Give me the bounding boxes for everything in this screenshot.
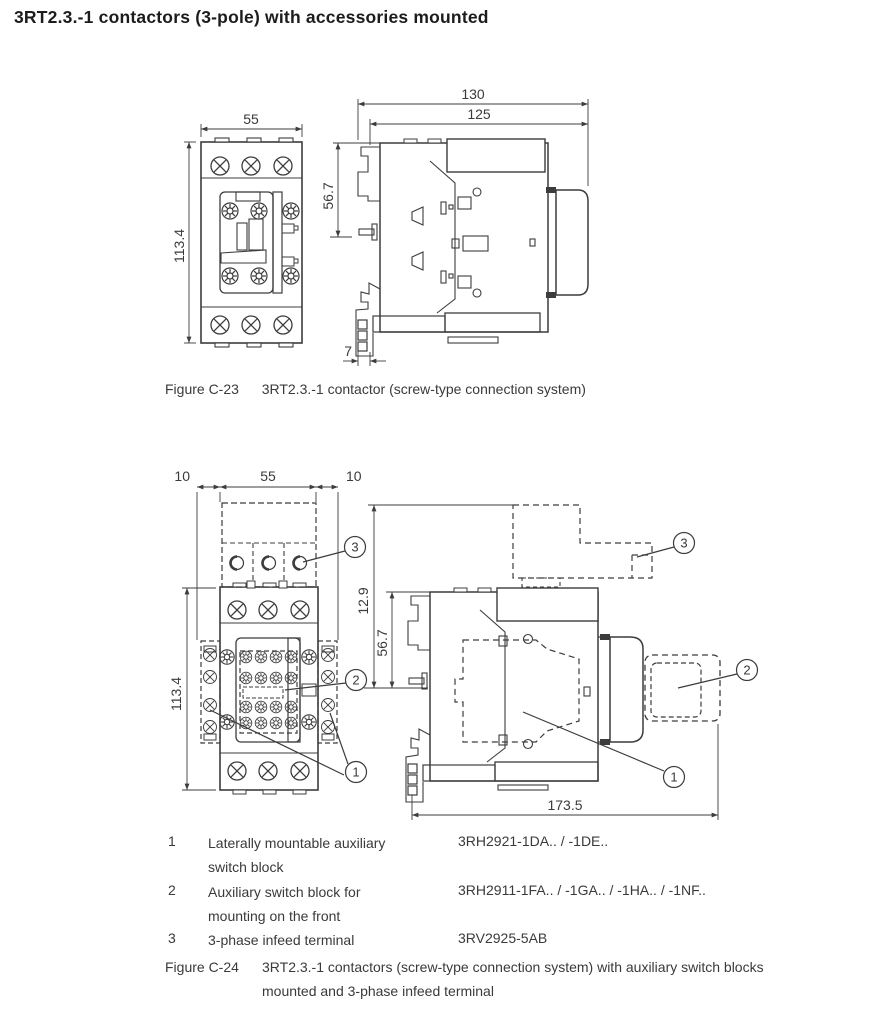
dim-depth-125: 125 bbox=[467, 106, 491, 122]
callout-1-side: 1 bbox=[670, 769, 678, 785]
dim-lateral-left-10: 10 bbox=[174, 468, 190, 484]
dim-height-113-4: 113.4 bbox=[171, 229, 187, 263]
fig2-front-view bbox=[201, 503, 337, 794]
legend-item-1-part: 3RH2921-1DA.. / -1DE.. bbox=[458, 833, 609, 849]
legend-item-2-part: 3RH2911-1FA.. / -1GA.. / -1HA.. / -1NF.. bbox=[458, 882, 706, 898]
figure-c23-caption-text: 3RT2.3.-1 contactor (screw-type connection system) bbox=[261, 381, 586, 397]
contact-window bbox=[221, 219, 266, 263]
dim-depth-130: 130 bbox=[461, 86, 485, 102]
dim-depth-173-5: 173.5 bbox=[547, 797, 583, 813]
dim-height-56-7: 56.7 bbox=[320, 182, 336, 210]
figure-c23-caption bbox=[165, 381, 586, 397]
fig1-side-view bbox=[356, 139, 588, 356]
legend-item-3-part: 3RV2925-5AB bbox=[458, 930, 548, 946]
din-rail-clip bbox=[408, 764, 417, 795]
front-aux-block-side bbox=[645, 655, 720, 721]
fig1-front-view bbox=[201, 138, 302, 347]
callout-2-front: 2 bbox=[352, 672, 360, 688]
callout-3-side: 3 bbox=[680, 535, 688, 551]
aux-screw-icons bbox=[222, 203, 299, 284]
infeed-terminal-front bbox=[222, 503, 316, 588]
legend-item-2-number: 2 bbox=[168, 882, 176, 898]
legend-item-1-number: 1 bbox=[168, 833, 176, 849]
dim-width-55: 55 bbox=[243, 111, 259, 127]
dim-height-113-4: 113.4 bbox=[168, 677, 184, 711]
din-rail-clip bbox=[358, 320, 367, 351]
callout-3-front: 3 bbox=[351, 539, 359, 555]
dim-infeed-12-9: 12.9 bbox=[355, 587, 371, 615]
callout-1-front: 1 bbox=[352, 764, 360, 780]
legend-item-3-description bbox=[208, 928, 453, 952]
dim-din-offset-7: 7 bbox=[344, 343, 352, 359]
figure-c23-drawing bbox=[171, 86, 588, 366]
figure-c23-caption-label: Figure C-23 bbox=[165, 381, 239, 397]
legend-item-3-line1: 3-phase infeed terminal bbox=[208, 932, 355, 948]
figure-c24-caption-line2: mounted and 3-phase infeed terminal bbox=[262, 983, 494, 999]
dim-width-55: 55 bbox=[260, 468, 276, 484]
fig2-side-callouts bbox=[523, 533, 758, 788]
callout-2-side: 2 bbox=[743, 662, 751, 678]
figure-c24-caption-label: Figure C-24 bbox=[165, 959, 239, 975]
lateral-aux-block-side-outline bbox=[455, 640, 579, 742]
coil-front-cylinder bbox=[556, 190, 588, 295]
legend-item-2-line2: mounting on the front bbox=[208, 908, 341, 924]
legend-item-1-line2: switch block bbox=[208, 859, 284, 875]
legend-item-2-description bbox=[208, 880, 453, 928]
coil-front-cylinder bbox=[610, 637, 643, 742]
figure-c24-drawing bbox=[168, 468, 758, 820]
infeed-terminal-side bbox=[513, 505, 652, 587]
dim-height-56-7: 56.7 bbox=[374, 629, 390, 657]
dim-lateral-right-10: 10 bbox=[346, 468, 362, 484]
figure-c24-caption-line1: 3RT2.3.-1 contactors (screw-type connection system) with auxiliary switch blocks bbox=[262, 959, 764, 975]
legend-item-2-line1: Auxiliary switch block for bbox=[208, 884, 361, 900]
legend-item-1-description bbox=[208, 831, 453, 879]
legend-item-1-line1: Laterally mountable auxiliary bbox=[208, 835, 386, 851]
fig2-side-view bbox=[406, 505, 720, 802]
legend-item-3-number: 3 bbox=[168, 930, 176, 946]
page-title: 3RT2.3.-1 contactors (3-pole) with accessories mounted bbox=[14, 7, 489, 27]
